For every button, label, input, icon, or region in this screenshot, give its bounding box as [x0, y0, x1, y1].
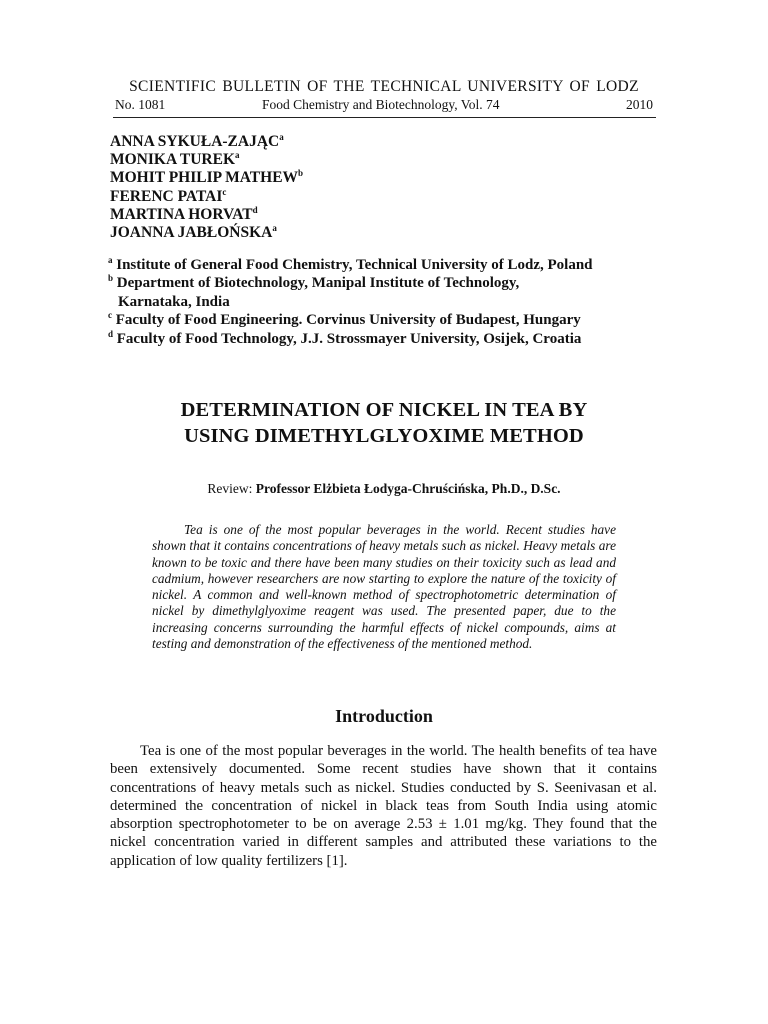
affiliation-text: Faculty of Food Engineering. Corvinus University of Budapest, Hungary [115, 312, 581, 329]
affiliation-text: Department of Biotechnology, Manipal Institute of Technology, [116, 275, 520, 292]
abstract: Tea is one of the most popular beverages in the world. Recent studies have shown that it contains concentrations of heavy metals such as nickel. Heavy metals are known to be toxic and there have been many studies on their toxicity such as lead and cadmium, however researchers are now starting to explore the nature of the toxicity of nickel. A common and well-known method of spectrophotometric determination of nickel by dimethylglyoxime reagent was used. The presented paper, due to the increasing concerns surrounding the harmful effects of nickel compounds, aims at testing and demonstration of the effectiveness of the mentioned method. [152, 522, 616, 652]
author-list [110, 133, 670, 242]
review-line [0, 481, 768, 497]
affiliation-mark: b [108, 273, 114, 284]
issue-year: 2010 [626, 97, 653, 112]
author-name: MARTINA HORVAT [110, 205, 253, 223]
affiliation-text: Faculty of Food Technology, J.J. Strossmayer University, Osijek, Croatia [116, 330, 582, 347]
introduction-paragraph: Tea is one of the most popular beverages in the world. The health benefits of tea have been extensively documented. Some recent studies have shown that it contains concentrations of heavy metals such as nickel. Studies conducted by S. Seenivasan et al. determined the concentration of nickel in black teas from South India using atomic absorption spectrophotometer to be on average 2.53 ± 1.01 mg/kg. They found that the nickel concentration varied in different samples and attributed these variations to the application of low quality fertilizers [1]. [110, 743, 657, 869]
author-affiliation-mark: d [252, 204, 258, 215]
affiliation [108, 311, 668, 329]
author-name: MOHIT PHILIP MATHEW [110, 169, 299, 187]
section-heading-introduction: Introduction [335, 706, 433, 726]
affiliation-mark: c [108, 310, 112, 321]
author [110, 133, 670, 151]
affiliation-mark: d [108, 328, 114, 339]
affiliation-mark: a [108, 255, 113, 265]
reviewer-name: Professor Elżbieta Łodyga-Chruścińska, Ph.D., D.Sc. [255, 481, 561, 496]
author-name: MONIKA TUREK [110, 151, 236, 169]
affiliation-continuation: Karnataka, India [118, 293, 230, 310]
affiliation-text: Institute of General Food Chemistry, Technical University of Lodz, Poland [116, 257, 593, 273]
author-affiliation-mark: c [222, 186, 227, 197]
journal-series: Food Chemistry and Biotechnology, Vol. 74 [262, 97, 500, 112]
paper-title-line: USING DIMETHYLGLYOXIME METHOD [184, 425, 584, 447]
issue-number: No. 1081 [115, 97, 166, 112]
author-affiliation-mark: a [235, 150, 240, 161]
issue-info-row [113, 97, 656, 118]
author-name: FERENC PATAI [110, 187, 223, 205]
author [110, 224, 670, 242]
author-name: ANNA SYKUŁA-ZAJĄC [110, 133, 280, 150]
affiliation [108, 274, 668, 292]
journal-title: SCIENTIFIC BULLETIN OF THE TECHNICAL UNIVERSITY OF LODZ [129, 78, 639, 95]
affiliation [108, 256, 668, 274]
author-affiliation-mark: a [272, 223, 277, 234]
author [110, 169, 670, 187]
author-name: JOANNA JABŁOŃSKA [110, 224, 273, 242]
author [110, 206, 670, 224]
author [110, 151, 670, 169]
author [110, 188, 670, 206]
affiliation-list [108, 256, 668, 348]
affiliation [108, 330, 668, 348]
review-label: Review: [207, 481, 253, 496]
author-affiliation-mark: b [298, 168, 304, 179]
paper-title [60, 397, 708, 449]
author-affiliation-mark: a [279, 132, 284, 142]
paper-title-line: DETERMINATION OF NICKEL IN TEA BY [180, 399, 588, 421]
